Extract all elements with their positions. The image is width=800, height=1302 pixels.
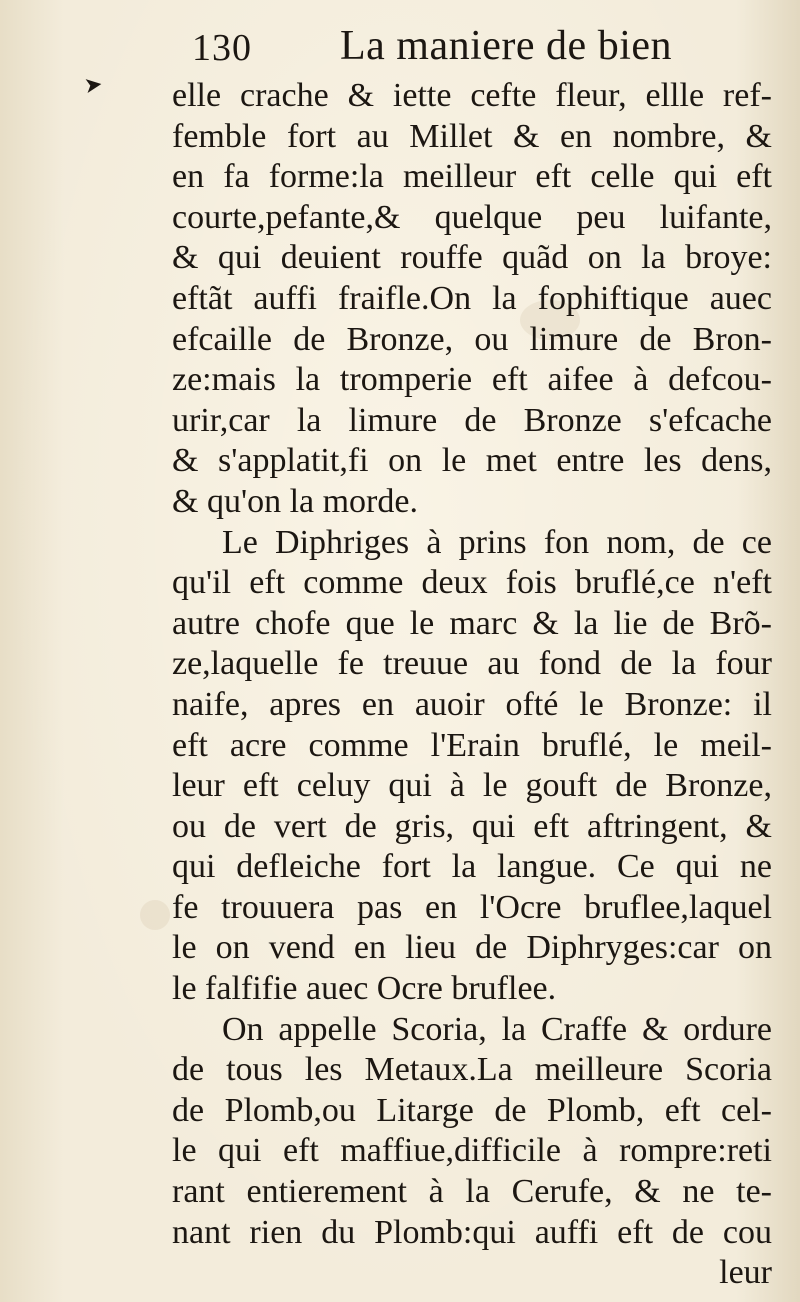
body-text — [172, 76, 772, 1294]
margin-mark-icon: ➤ — [82, 70, 105, 99]
text-line: rant entierement à la Cerufe, & ne te- — [172, 1173, 772, 1211]
running-title: La maniere de bien — [340, 23, 672, 69]
text-line: de tous les Metaux.La meilleure Scoria — [172, 1051, 772, 1089]
paragraph-start-line: On appelle Scoria, la Craffe & ordure — [222, 1010, 772, 1048]
page-number: 130 — [192, 27, 252, 69]
text-line: le qui eft maffiue,difficile à rompre:reti — [172, 1132, 772, 1170]
text-line: nant rien du Plomb:qui auffi eft de cou — [172, 1213, 772, 1251]
text-line: femble fort au Millet & en nombre, & — [172, 117, 772, 155]
text-line: ze:mais la tromperie eft aifee à defcou- — [172, 361, 772, 399]
text-line: elle crache & iette cefte fleur, ellle ref- — [172, 77, 772, 114]
text-line: naife, apres en auoir ofté le Bronze: il — [172, 685, 772, 723]
text-line: & qu'on la morde. — [172, 482, 418, 520]
text-line: courte,pefante,& quelque peu luifante, — [172, 198, 772, 236]
text-line: efcaille de Bronze, ou limure de Bron- — [172, 320, 772, 358]
catchword: leur — [719, 1254, 772, 1292]
text-line: autre chofe que le marc & la lie de Brõ- — [172, 604, 772, 642]
text-line: & qui deuient rouffe quãd on la broye: — [172, 239, 772, 277]
text-line: en fa forme:la meilleur eft celle qui eft — [172, 158, 772, 196]
text-line: eft acre comme l'Erain bruflé, le meil- — [172, 726, 772, 764]
text-line: de Plomb,ou Litarge de Plomb, eft cel- — [172, 1091, 772, 1129]
text-line: & s'applatit,fi on le met entre les dens, — [172, 442, 772, 480]
text-line: leur eft celuy qui à le gouft de Bronze, — [172, 767, 772, 805]
text-line: ou de vert de gris, qui eft aftringent, & — [172, 807, 772, 845]
text-line: le on vend en lieu de Diphryges:car on — [172, 929, 772, 967]
text-line: ze,laquelle fe treuue au fond de la four — [172, 645, 772, 683]
text-line: le falfifie auec Ocre bruflee. — [172, 970, 557, 1008]
text-line: qu'il eft comme deux fois bruflé,ce n'eft — [172, 564, 772, 602]
text-line: eftãt auffi fraifle.On la fophiftique auec — [172, 279, 772, 317]
text-line: qui defleiche fort la langue. Ce qui ne — [172, 848, 772, 886]
paper-stain — [140, 900, 170, 930]
text-line: fe trouuera pas en l'Ocre bruflee,laquel — [172, 888, 772, 926]
text-line: urir,car la limure de Bronze s'efcache — [172, 401, 772, 439]
paragraph-start-line: Le Diphriges à prins fon nom, de ce — [222, 523, 772, 561]
